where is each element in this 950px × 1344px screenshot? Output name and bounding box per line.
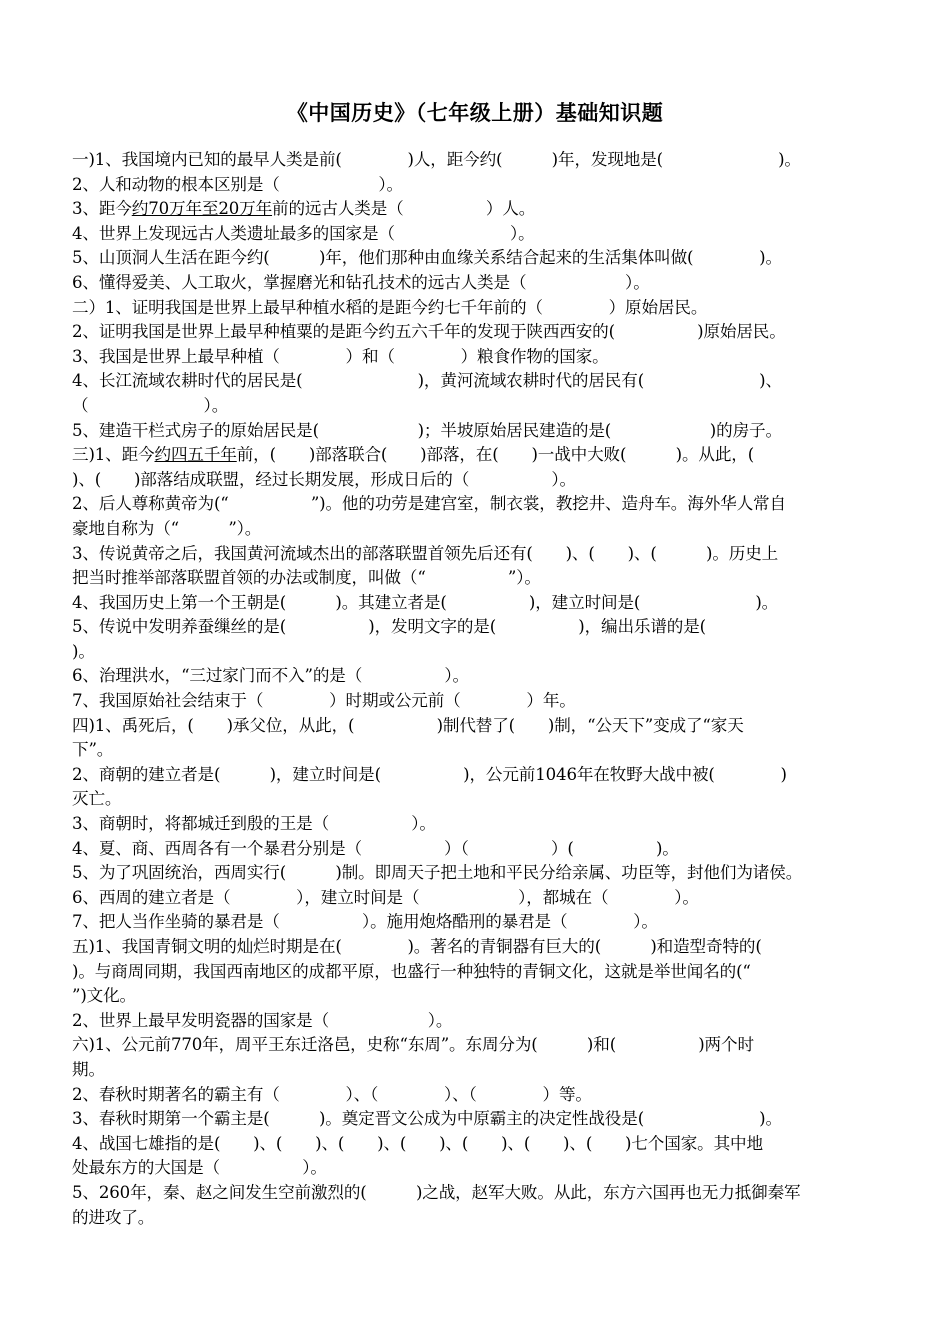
question-line: 4、我国历史上第一个王朝是( )。其建立者是( )，建立时间是( )。: [72, 592, 779, 612]
question-line: 一)1、我国境内已知的最早人类是前( )人，距今约( )年，发现地是( )。: [72, 150, 801, 169]
question-line: 3、传说黄帝之后，我国黄河流域杰出的部落联盟首领先后还有( )、( )、( )。历史上: [72, 543, 779, 563]
question-line: 4、长江流域农耕时代的居民是( )，黄河流域农耕时代的居民有( )、: [72, 371, 782, 391]
question-line: )。: [72, 641, 95, 661]
question-line: 2、证明我国是世界上最早种植粟的是距今约五六千年的发现于陕西西安的( )原始居民。: [72, 322, 786, 342]
question-list: [72, 148, 894, 1230]
question-line: 2、人和动物的根本区别是（ ）。: [72, 174, 403, 194]
question-line: 2、后人尊称黄帝为(“ ”)。他的功劳是建宫室，制衣裳，教挖井、造舟车。海外华人常自: [72, 494, 786, 514]
question-line: 2、商朝的建立者是( )，建立时间是( )，公元前1046年在牧野大战中被( ): [72, 764, 787, 784]
question-line: 的进攻了。: [72, 1207, 155, 1227]
question-line: 期。: [72, 1059, 105, 1079]
question-line: ”)文化。: [72, 986, 136, 1006]
question-line: 2、世界上最早发明瓷器的国家是（ ）。: [72, 1010, 453, 1030]
question-line: 五)1、我国青铜文明的灿烂时期是在( )。著名的青铜器有巨大的( )和造型奇特的(: [72, 937, 762, 956]
question-line: 5、传说中发明养蚕缫丝的是( )，发明文字的是( )，编出乐谱的是(: [72, 617, 706, 637]
question-line: 3、春秋时期第一个霸主是( )。奠定晋文公成为中原霸主的决定性战役是( )。: [72, 1109, 782, 1129]
question-line: 灭亡。: [72, 789, 122, 809]
question-line: 5、山顶洞人生活在距今约( )年，他们那种由血缘关系结合起来的生活集体叫做( )。: [72, 248, 782, 268]
question-line: 4、世界上发现远古人类遗址最多的国家是（ ）。: [72, 223, 535, 243]
question-line: 豪地自称为（“ ”）。: [72, 518, 262, 538]
question-line: 3、距今约70万年至20万年前的远古人类是（ ）人。: [72, 199, 536, 219]
question-line: 6、懂得爱美、人工取火，掌握磨光和钻孔技术的远古人类是（ ）。: [72, 272, 650, 292]
question-line: 3、我国是世界上最早种植（ ）和（ ）粮食作物的国家。: [72, 346, 609, 366]
page-title: 《中国历史》（七年级上册）基础知识题: [286, 101, 664, 125]
question-line: 6、西周的建立者是（ ），建立时间是（ ），都城在（ ）。: [72, 887, 699, 907]
question-line: 2、春秋时期著名的霸主有（ ）、（ ）、（ ）等。: [72, 1084, 592, 1104]
question-line: 6、治理洪水，“三过家门而不入”的是（ ）。: [72, 666, 469, 686]
question-line: 7、我国原始社会结束于（ ）时期或公元前（ ）年。: [72, 691, 576, 711]
question-line: 三)1、距今约四五千年前，( )部落联合( )部落，在( )一战中大败( )。从此，(: [72, 445, 755, 465]
question-line: 二）1、证明我国是世界上最早种植水稻的是距今约七千年前的（ ）原始居民。: [72, 297, 708, 317]
question-line: )、( )部落结成联盟，经过长期发展，形成日后的（ ）。: [72, 469, 576, 489]
underlined-text: 约70万年至20万年: [131, 199, 273, 219]
question-line: 5、为了巩固统治，西周实行( )制。即周天子把土地和平民分给亲属、功臣等，封他们为诸侯。: [72, 863, 803, 883]
question-line: 处最东方的大国是（ ）。: [72, 1158, 327, 1178]
underlined-text: 约四五千年: [154, 445, 237, 465]
question-line: 5、260年，秦、赵之间发生空前激烈的( )之战，赵军大败。从此，东方六国再也无力抵御秦军: [72, 1182, 801, 1202]
question-line: 六)1、公元前770年，周平王东迁洛邑，史称“东周”。东周分为( )和( )两个时: [72, 1035, 754, 1055]
question-line: 下”。: [72, 740, 114, 760]
question-line: 4、战国七雄指的是( )、( )、( )、( )、( )、( )、( )七个国家。其中地: [72, 1133, 763, 1153]
question-line: 4、夏、商、西周各有一个暴君分别是（ ）（ ）( )。: [72, 838, 679, 858]
question-line: 把当时推举部落联盟首领的办法或制度，叫做（“ ”）。: [72, 568, 541, 588]
question-line: （ ）。: [72, 395, 229, 415]
question-line: 5、建造干栏式房子的原始居民是( )；半坡原始居民建造的是( )的房子。: [72, 420, 782, 440]
question-line: 3、商朝时，将都城迁到殷的王是（ ）。: [72, 814, 436, 834]
question-line: 7、把人当作坐骑的暴君是（ ）。施用炮烙酷刑的暴君是（ ）。: [72, 912, 658, 932]
question-line: 四)1、禹死后，( )承父位，从此，( )制代替了( )制，“公天下”变成了“家天: [72, 715, 744, 735]
question-line: )。与商周同期，我国西南地区的成都平原，也盛行一种独特的青铜文化，这就是举世闻名的(“: [72, 961, 751, 981]
